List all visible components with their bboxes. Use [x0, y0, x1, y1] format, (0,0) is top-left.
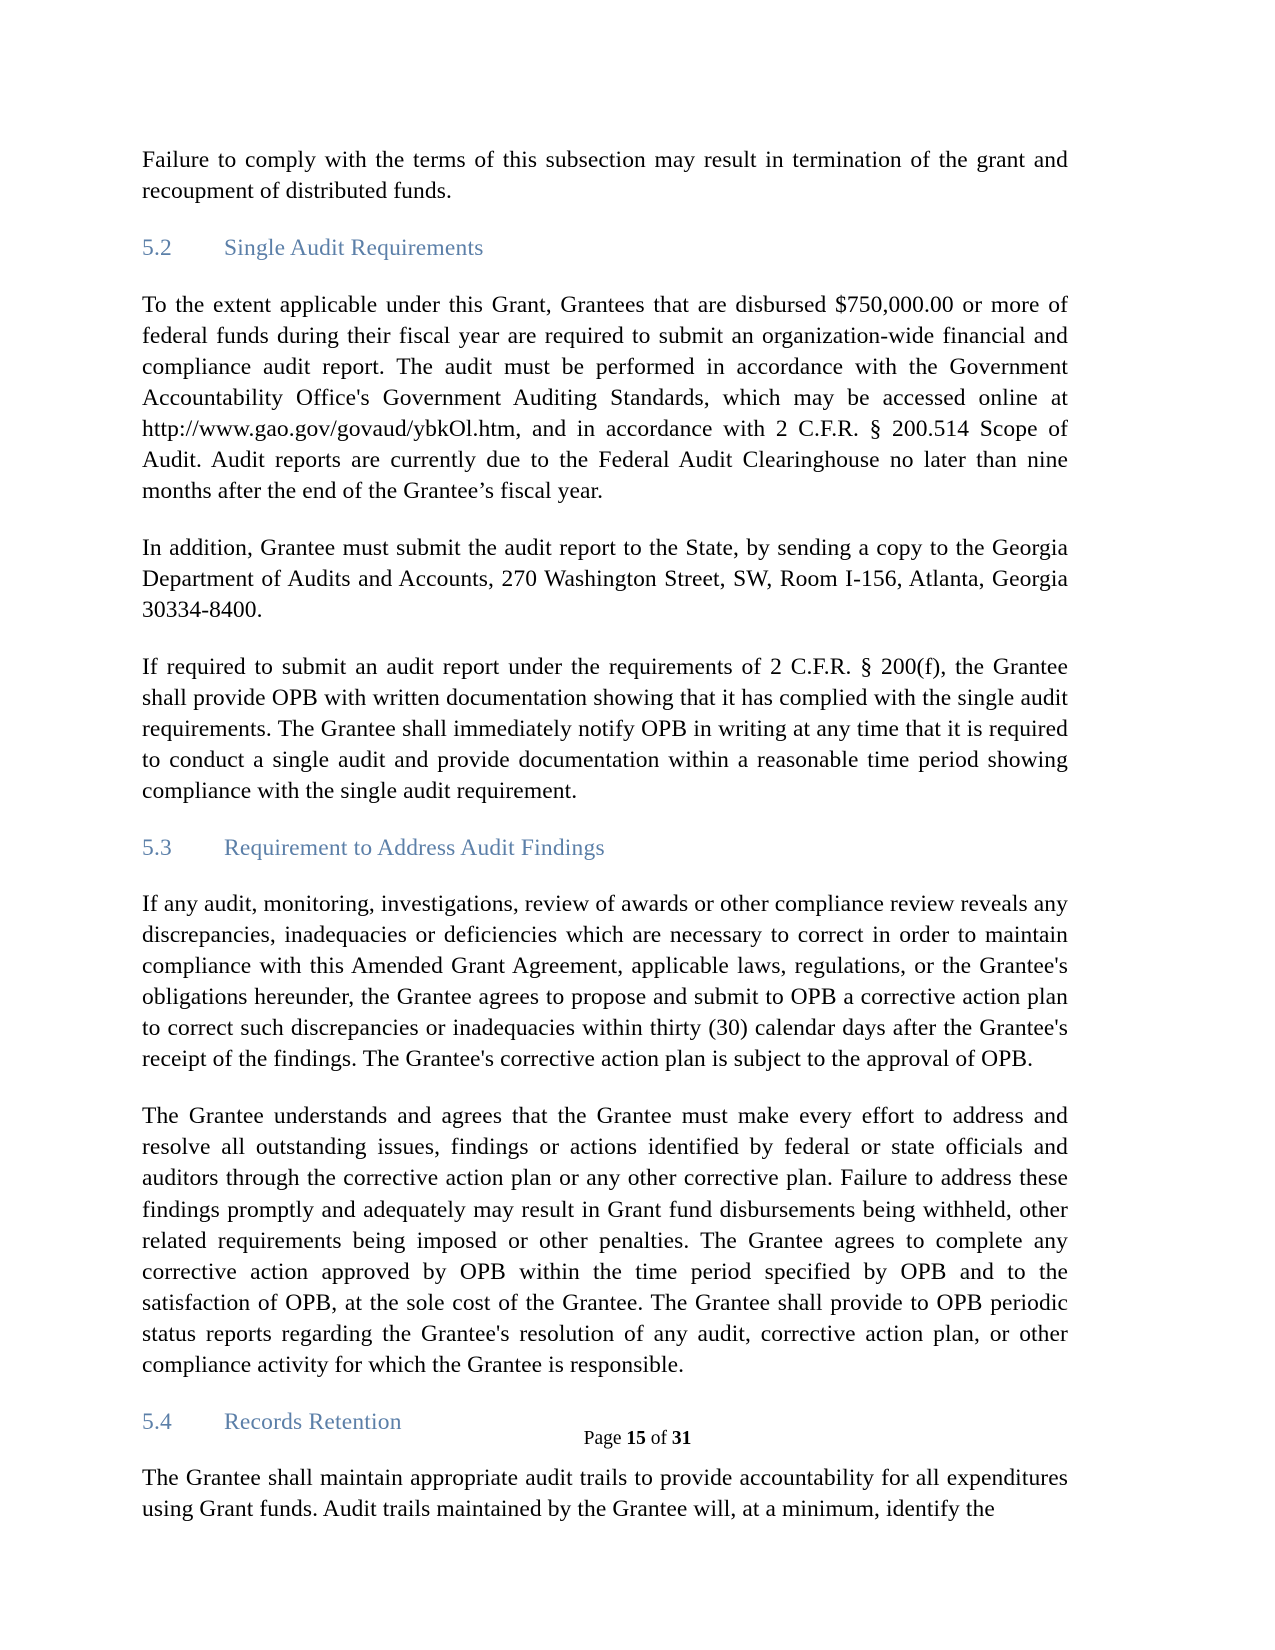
heading-5-4-number: 5.4: [142, 1408, 172, 1435]
intro-paragraph: Failure to comply with the terms of this subsection may result in termination of the grant and recoupment of distributed funds.: [142, 147, 1068, 205]
written-documentation-paragraph: If required to submit an audit report under the requirements of 2 C.F.R. § 200(f), the Grantee shall provide OPB with written documentation showing that it has complied with the single audit requirements. The Grantee shall immediately notify OPB in writing at any time that it is required to conduct a single audit and provide documentation within a reasonable time period showing compliance with the single audit requirement.: [142, 653, 1068, 804]
footer-total-pages: 31: [671, 1428, 692, 1449]
heading-5-2-title: Single Audit Requirements: [224, 235, 484, 262]
heading-5-4-title: Records Retention: [224, 1408, 402, 1435]
single-audit-threshold-paragraph: To the extent applicable under this Grant, Grantees that are disbursed $750,000.00 or more of federal funds during their fiscal year are required to submit an organization-wide financial and compliance audit report. The audit must be performed in accordance with the Government Accountability Office's Government Auditing Standards, which may be accessed online at http://www.gao.gov/govaud/ybkOl.htm, and in accordance with 2 C.F.R. § 200.514 Scope of Audit. Audit reports are currently due to the Federal Audit Clearinghouse no later than nine months after the end of the Grantee’s fiscal year.: [142, 291, 1068, 504]
footer-of-label: of: [650, 1428, 668, 1449]
resolution-of-findings-paragraph: The Grantee understands and agrees that the Grantee must make every effort to address and resolve all outstanding issues, findings or actions identified by federal or state officials and auditors through the corrective action plan or any other corrective plan. Failure to address these findings promptly and adequately may result in Grant fund disbursements being withheld, other related requirements being imposed or other penalties. The Grantee agrees to complete any corrective action approved by OPB within the time period specified by OPB and to the satisfaction of OPB, at the sole cost of the Grantee. The Grantee shall provide to OPB periodic status reports regarding the Grantee's resolution of any audit, corrective action plan, or other compliance activity for which the Grantee is responsible.: [142, 1103, 1068, 1378]
heading-5-2-number: 5.2: [142, 235, 172, 262]
footer-page-label: Page: [583, 1428, 622, 1449]
corrective-action-plan-paragraph: If any audit, monitoring, investigations, review of awards or other compliance review reveals any discrepancies, inadequacies or deficiencies which are necessary to correct in order to maintain compliance with this Amended Grant Agreement, applicable laws, regulations, or the Grantee's obligations hereunder, the Grantee agrees to propose and submit to OPB a corrective action plan to correct such discrepancies or inadequacies within thirty (30) calendar days after the Grantee's receipt of the findings. The Grantee's corrective action plan is subject to the approval of OPB.: [142, 891, 1068, 1073]
heading-5-3-title: Requirement to Address Audit Findings: [224, 834, 605, 861]
state-submission-address-paragraph: In addition, Grantee must submit the audit report to the State, by sending a copy to the Georgia Department of Audits and Accounts, 270 Washington Street, SW, Room I-156, Atlanta, Georgia 30334-8400.: [142, 534, 1068, 623]
heading-5-2: [142, 233, 1068, 264]
footer-current-page: 15: [626, 1428, 646, 1449]
page-footer: [0, 1428, 1275, 1450]
heading-5-3: [142, 833, 1068, 864]
records-retention-paragraph: The Grantee shall maintain appropriate audit trails to provide accountability for all expenditures using Grant funds. Audit trails maintained by the Grantee will, at a minimum, identify the: [142, 1465, 1068, 1523]
page-content: [142, 145, 1068, 1525]
heading-5-3-number: 5.3: [142, 834, 172, 861]
